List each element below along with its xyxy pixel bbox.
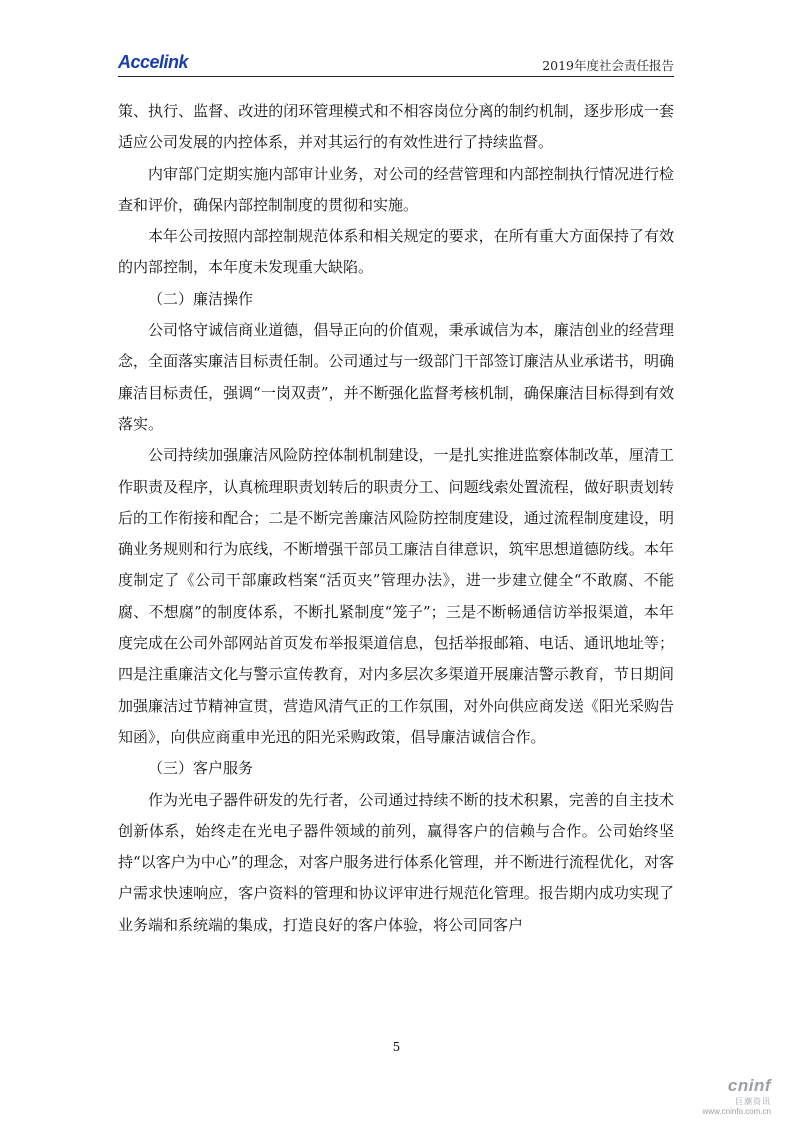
watermark-brand: cninf [727, 1076, 771, 1095]
watermark-cn: 巨潮资讯 [735, 1097, 771, 1106]
paragraph: 作为光电子器件研发的先行者，公司通过持续不断的技术积累，完善的自主技术创新体系，始终走在光电子器件领域的前列，赢得客户的信赖与合作。公司始终坚持“以客户为中心”的理念，对客户服务进行体系化管理，并不断进行流程优化，对客户需求快速响应，客户资料的管理和协议评审进行规范化管理。报告期内成功实现了业务端和系统端的集成，打造良好的客户体验，将公司同客户 [118, 790, 674, 934]
watermark-url: www.cninfo.com.cn [702, 1107, 771, 1116]
document-body [118, 96, 674, 941]
section-heading-integrity: （二）廉洁操作 [148, 289, 254, 308]
paragraph: 策、执行、监督、改进的闭环管理模式和不相容岗位分离的制约机制，逐步形成一套适应公司发展的内控体系，并对其运行的有效性进行了持续监督。 [118, 102, 674, 152]
paragraph: 内审部门定期实施内部审计业务，对公司的经营管理和内部控制执行情况进行检查和评价，确保内部控制制度的贯彻和实施。 [118, 164, 674, 214]
paragraph: 公司持续加强廉洁风险防控体制机制建设，一是扎实推进监察体制改革，厘清工作职责及程序，认真梳理职责划转后的职责分工、问题线索处置流程，做好职责划转后的工作衔接和配合；二是不断完善廉洁风险防控制度建设，通过流程制度建设，明确业务规则和行为底线，不断增强干部员工廉洁自律意识，筑牢思想道德防线。本年度制定了《公司干部廉政档案“活页夹”管理办法》，进一步建立健全“不敢腐、不能腐、不想腐”的制度体系，不断扎紧制度“笼子”；三是不断畅通信访举报渠道，本年度完成在公司外部网站首页发布举报渠道信息，包括举报邮箱、电话、通讯地址等；四是注重廉洁文化与警示宣传教育，对内多层次多渠道开展廉洁警示教育，节日期间加强廉洁过节精神宣贯，营造风清气正的工作氛围，对外向供应商发送《阳光采购告知函》，向供应商重申光迅的阳光采购政策，倡导廉洁诚信合作。 [118, 446, 674, 746]
section-heading-customer-service: （三）客户服务 [148, 759, 254, 778]
company-logo: Accelink [118, 52, 189, 72]
page-number: 5 [392, 1040, 401, 1054]
paragraph: 本年公司按照内部控制规范体系和相关规定的要求，在所有重大方面保持了有效的内部控制，本年度未发现重大缺陷。 [118, 227, 674, 277]
paragraph: 公司恪守诚信商业道德，倡导正向的价值观，秉承诚信为本，廉洁创业的经营理念，全面落实廉洁目标责任制。公司通过与一级部门干部签订廉洁从业承诺书，明确廉洁目标责任，强调“一岗双责”，并不断强化监督考核机制，确保廉洁目标得到有效落实。 [118, 321, 674, 433]
report-title: 2019年度社会责任报告 [542, 58, 674, 73]
page-header [118, 52, 674, 77]
cninfo-watermark [703, 1076, 771, 1116]
